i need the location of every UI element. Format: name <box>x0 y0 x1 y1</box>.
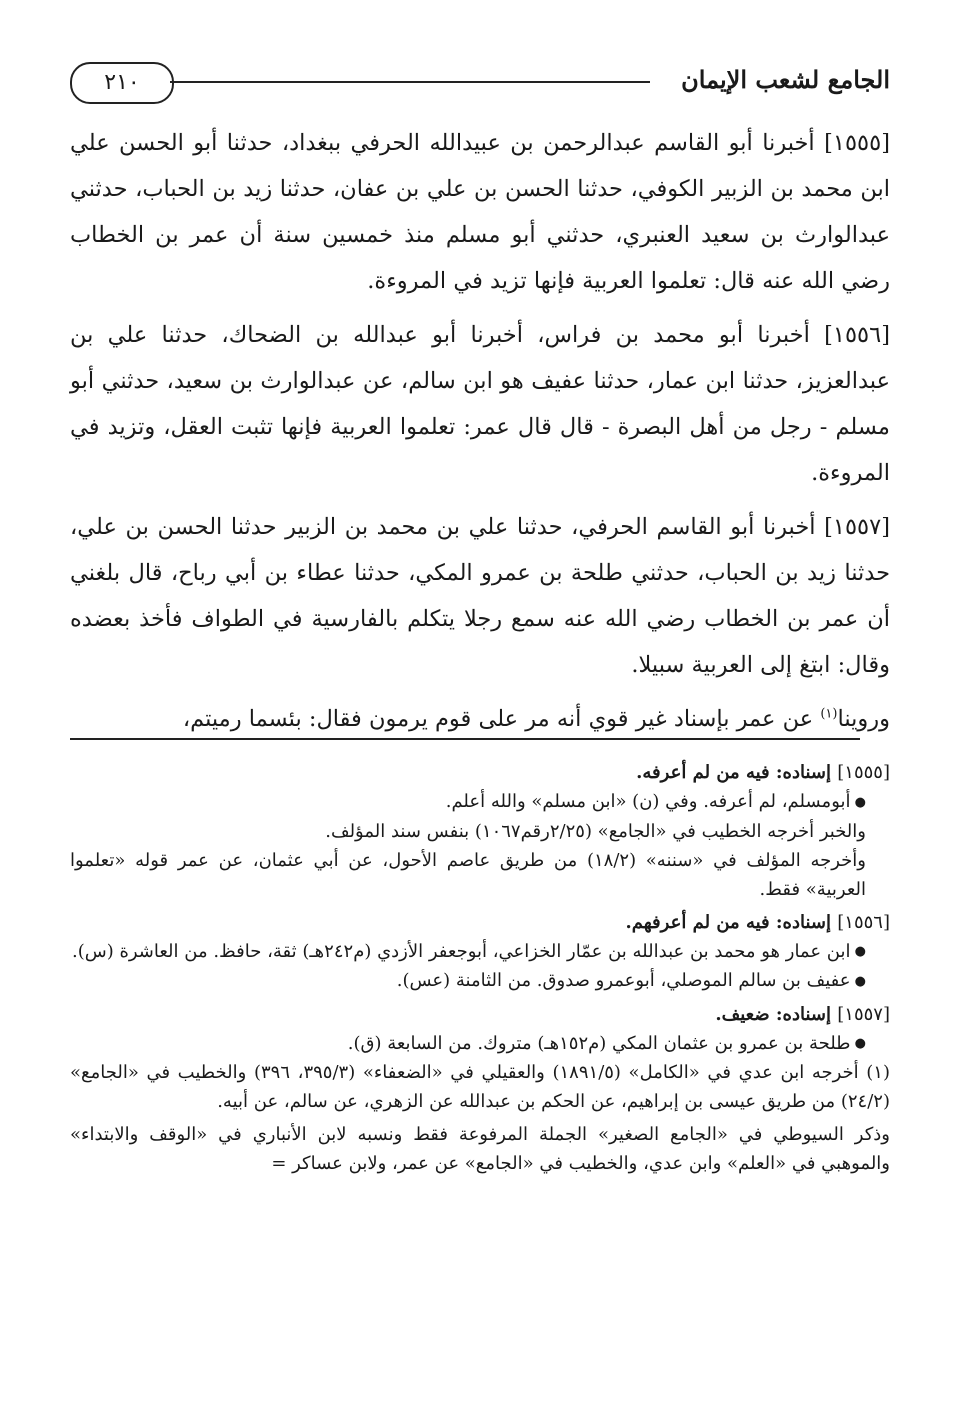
note-1555-line: والخبر أخرجه الخطيب في «الجامع» (٢/٢٥رقم١٠٦٧) بنفس سند المؤلف. <box>325 820 866 842</box>
hadith-number: [١٥٥٦] <box>824 322 890 348</box>
paragraph-1557 <box>70 504 890 688</box>
running-title: الجامع لشعب الإيمان <box>681 65 890 94</box>
footnote-marker: (١) <box>820 706 838 722</box>
footnote-1: (١) أخرجه ابن عدي في «الكامل» (١٨٩١/٥) والعقيلي في «الضعفاء» (٣٩٥/٣، ٣٩٦) والخطيب في «الجامع» (٢٤/٢) من طريق عيسى بن إبراهيم، عن الحكم بن عبدالله عن الزهري، عن سالم، عن أبيه. <box>70 1062 890 1112</box>
note-1555-line: وأخرجه المؤلف في «سننه» (١٨/٢) من طريق عاصم الأحول، عن أبي عثمان، عن عمر قوله «تعلموا العربية» فقط. <box>70 849 866 900</box>
paragraph-1555 <box>70 120 890 304</box>
continued-text: عن عمر بإسناد غير قوي أنه مر على قوم يرمون فقال: بئسما رميتم، <box>182 706 821 732</box>
page-header <box>70 52 890 116</box>
hadith-number: [١٥٥٧] <box>824 514 890 540</box>
header-rule <box>170 81 650 83</box>
hadith-text: أخبرنا أبو القاسم الحرفي، حدثنا علي بن محمد بن الزبير حدثنا الحسن بن علي، حدثنا زيد بن الحباب، حدثني طلحة بن عمرو المكي، حدثنا عطاء بن أبي رباح، قال بلغني أن عمر بن الخطاب رضي الله عنه سمع رجلا يتكلم بالفارسية في الطواف فأخذ بعضده وقال: ابتغ إلى العربية سبيلا. <box>70 514 890 678</box>
note-1556-heading: [١٥٥٦] إسناده: فيه من لم أعرفهم. <box>625 911 890 933</box>
footnotes <box>70 758 890 1178</box>
page-number: ٢١٠ <box>70 62 174 104</box>
continued-text-start: وروينا <box>837 706 890 732</box>
paragraph-continued <box>70 696 890 742</box>
paragraph-1556 <box>70 312 890 496</box>
footnote-1-continued: وذكر السيوطي في «الجامع الصغير» الجملة المرفوعة فقط ونسبه لابن الأنباري في «الوقف والابتداء» والموهبي في «العلم» وابن عدي، والخطيب في «الجامع» عن عمر، ولابن عساكر = <box>70 1124 890 1174</box>
footnote-separator <box>70 738 860 740</box>
note-1557-bullet: ● طلحة بن عمرو بن عثمان المكي (م١٥٢هـ) متروك. من السابعة (ق). <box>70 1029 890 1059</box>
note-1557-heading: [١٥٥٧] إسناده: ضعيف. <box>715 1003 890 1025</box>
note-1555-bullet: ● أبومسلم، لم أعرفه. وفي (ن) «ابن مسلم» والله أعلم. <box>70 787 890 817</box>
note-1556-bullet: ● ابن عمار هو محمد بن عبدالله بن عمّار الخزاعي، أبوجعفر الأزدي (م٢٤٢هـ) ثقة، حافظ. من العاشرة (س). <box>70 937 890 967</box>
note-1556-bullet: ● عفيف بن سالم الموصلي، أبوعمرو صدوق. من الثامنة (عس). <box>70 966 890 996</box>
note-1555-heading: [١٥٥٥] إسناده: فيه من لم أعرفه. <box>636 762 890 783</box>
main-text <box>70 120 890 750</box>
hadith-text: أخبرنا أبو القاسم عبدالرحمن بن عبيدالله الحرفي ببغداد، حدثنا أبو الحسن علي ابن محمد بن الزبير الكوفي، حدثنا الحسن بن علي بن عفان، حدثنا زيد بن الحباب، حدثني عبدالوارث بن سعيد العنبري، حدثني أبو مسلم منذ خمسين سنة أن عمر بن الخطاب رضي الله عنه قال: تعلموا العربية فإنها تزيد في المروءة. <box>70 130 890 294</box>
hadith-number: [١٥٥٥] <box>824 130 890 156</box>
hadith-text: أخبرنا أبو محمد بن فراس، أخبرنا أبو عبدالله بن الضحاك، حدثنا علي بن عبدالعزيز، حدثنا ابن عمار، حدثنا عفيف هو ابن سالم، عن عبدالوارث بن سعيد، حدثني أبو مسلم - رجل من أهل البصرة - قال قال عمر: تعلموا العربية فإنها تثبت العقل، وتزيد في المروءة. <box>70 322 890 486</box>
